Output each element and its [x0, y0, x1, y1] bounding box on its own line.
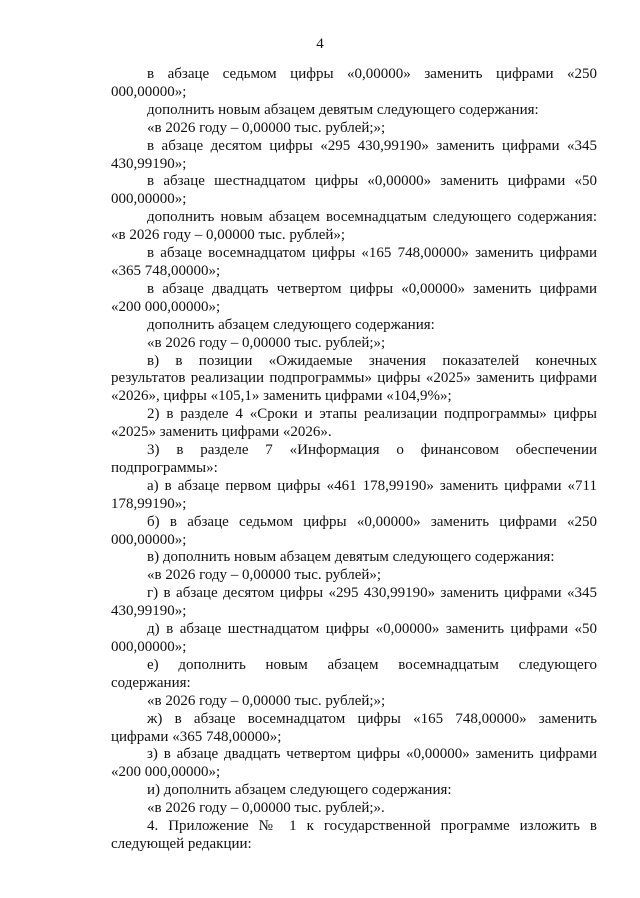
paragraph: 2) в разделе 4 «Сроки и этапы реализации подпрограммы» цифры «2025» заменить цифрами «2026». [111, 406, 597, 441]
paragraph: «в 2026 году – 0,00000 тыс. рублей»; [147, 567, 382, 584]
paragraph: г) в абзаце десятом цифры «295 430,99190» заменить цифрами «345 430,99190»; [111, 585, 597, 620]
paragraph: «в 2026 году – 0,00000 тыс. рублей;»; [147, 692, 386, 709]
paragraph: дополнить новым абзацем девятым следующего содержания: [147, 101, 539, 118]
paragraph: 4. Приложение № 1 к государственной программе изложить в следующей редакции: [111, 818, 597, 852]
paragraph: «в 2026 году – 0,00000 тыс. рублей;»; [147, 119, 386, 136]
paragraph: б) в абзаце седьмом цифры «0,00000» заменить цифрами «250 000,00000»; [111, 513, 597, 548]
paragraph: д) в абзаце шестнадцатом цифры «0,00000» заменить цифрами «50 000,00000»; [111, 621, 597, 655]
paragraph: в абзаце десятом цифры «295 430,99190» заменить цифрами «345 430,99190»; [111, 137, 597, 172]
paragraph: в) в позиции «Ожидаемые значения показателей конечных результатов реализации подпрограммы» цифры «2025» заменить цифрами «2026», цифры «105,1» заменить цифрами «104,9%»; [111, 352, 597, 405]
paragraph: дополнить абзацем следующего содержания: [147, 316, 435, 333]
paragraph: в абзаце двадцать четвертом цифры «0,00000» заменить цифрами «200 000,00000»; [111, 280, 597, 315]
paragraph: в абзаце седьмом цифры «0,00000» заменить цифрами «250 000,00000»; [111, 66, 597, 100]
paragraph: е) дополнить новым абзацем восемнадцатым следующего содержания: [111, 656, 597, 691]
paragraph: в абзаце шестнадцатом цифры «0,00000» заменить цифрами «50 000,00000»; [111, 173, 597, 208]
paragraph: и) дополнить абзацем следующего содержания: [147, 782, 452, 799]
paragraph: дополнить новым абзацем восемнадцатым следующего содержания: «в 2026 году – 0,00000 тыс. рублей»; [111, 209, 597, 244]
paragraph: а) в абзаце первом цифры «461 178,99190» заменить цифрами «711 178,99190»; [111, 477, 597, 512]
paragraph: в абзаце восемнадцатом цифры «165 748,00000» заменить цифрами «365 748,00000»; [111, 245, 597, 279]
paragraph: з) в абзаце двадцать четвертом цифры «0,00000» заменить цифрами «200 000,00000»; [111, 746, 597, 781]
paragraph: 3) в разделе 7 «Информация о финансовом обеспечении подпрограммы»: [111, 442, 597, 476]
page-number: 4 [316, 36, 324, 52]
paragraph: ж) в абзаце восемнадцатом цифры «165 748,00000» заменить цифрами «365 748,00000»; [111, 710, 597, 745]
paragraph: «в 2026 году – 0,00000 тыс. рублей;»; [147, 334, 386, 351]
document-body [111, 66, 597, 854]
paragraph: в) дополнить новым абзацем девятым следующего содержания: [147, 549, 555, 566]
paragraph: «в 2026 году – 0,00000 тыс. рублей;». [147, 800, 385, 817]
